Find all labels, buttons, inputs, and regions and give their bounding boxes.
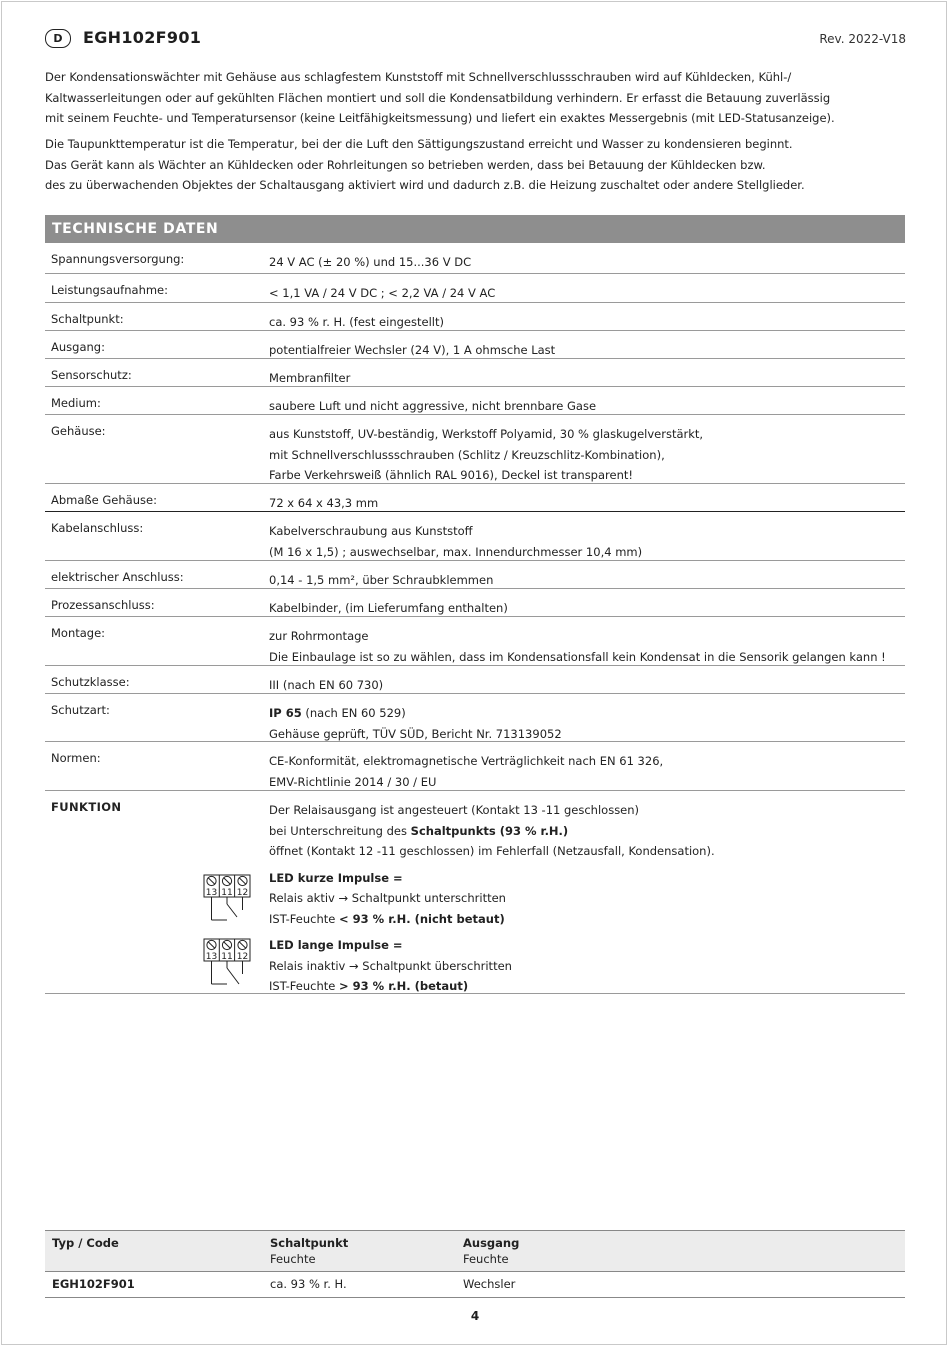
relay-active-terminal-diagram [203, 874, 251, 926]
terminal-label: 11 [221, 952, 233, 962]
spec-value [269, 598, 508, 619]
ip-standard: (nach EN 60 529) [301, 706, 406, 720]
intro-line: mit seinem Feuchte- und Temperatursensor (keine Leitfähigkeitsmessung) und liefert ein exaktes Messergebnis (mit LED-Statusanzeige). [45, 111, 835, 125]
spec-value [269, 703, 562, 744]
spec-row-power-supply [45, 243, 905, 274]
spec-value [269, 626, 886, 667]
switch-point-bold: Schaltpunkts (93 % r.H.) [410, 823, 569, 838]
spec-value [269, 521, 642, 562]
intro-paragraph-1 [45, 67, 905, 129]
spec-value [269, 493, 378, 514]
spec-label: Gehäuse: [51, 424, 106, 438]
led-short-title: LED kurze Impulse = [269, 870, 403, 885]
spec-value [269, 252, 471, 273]
language-badge: D [45, 29, 71, 48]
spec-value-line: 0,14 - 1,5 mm², über Schraubklemmen [269, 573, 494, 587]
spec-value-line: 72 x 64 x 43,3 mm [269, 496, 379, 510]
spec-value [269, 424, 703, 486]
cell-switch-point: ca. 93 % r. H. [270, 1277, 347, 1291]
intro-line: Der Kondensationswächter mit Gehäuse aus schlagfestem Kunststoff mit Schnellverschlussschrauben wird auf Kühldecken, Kühl-/ [45, 70, 792, 84]
spec-value-line: saubere Luft und nicht aggressive, nicht brennbare Gase [269, 399, 597, 413]
spec-label: Prozessanschluss: [51, 598, 155, 612]
spec-label: Kabelanschluss: [51, 521, 144, 535]
header-output: Ausgang [463, 1236, 520, 1250]
spec-row-housing-dimensions [45, 484, 905, 512]
spec-value-line: Membranfilter [269, 371, 351, 385]
spec-label: Sensorschutz: [51, 368, 132, 382]
spec-row-standards [45, 742, 905, 791]
document-header [45, 28, 906, 52]
spec-label: Leistungsaufnahme: [51, 283, 169, 297]
spec-row-sensor-protection [45, 359, 905, 387]
spec-value [269, 396, 596, 417]
function-line: öffnet (Kontakt 12 -11 geschlossen) im Fehlerfall (Netzausfall, Kondensation). [269, 844, 715, 858]
spec-value-line: Die Einbaulage ist so zu wählen, dass im Kondensationsfall kein Kondensat in die Sensorik gelangen kann ! [269, 649, 886, 664]
spec-row-electrical-connection [45, 561, 905, 589]
spec-label: Schutzart: [51, 703, 110, 717]
intro-line: Die Taupunkttemperatur ist die Temperatur, bei der die Luft den Sättigungszustand erreicht und Wasser zu kondensieren beginnt. [45, 137, 793, 151]
function-section [45, 791, 905, 994]
led-short-line: Relais aktiv → Schaltpunkt unterschritten [269, 891, 506, 905]
spec-label: Ausgang: [51, 340, 105, 354]
spec-value-line: zur Rohrmontage [269, 629, 369, 643]
terminal-label: 13 [205, 952, 218, 962]
spec-value-line: < 1,1 VA / 24 V DC ; < 2,2 VA / 24 V AC [269, 286, 496, 300]
terminal-label: 13 [205, 888, 218, 898]
terminal-label: 11 [221, 888, 233, 898]
spec-row-process-connection [45, 589, 905, 617]
function-label: FUNKTION [51, 800, 122, 814]
spec-value-line: mit Schnellverschlussschrauben (Schlitz / Kreuzschlitz-Kombination), [269, 447, 665, 462]
spec-value-line: ca. 93 % r. H. (fest eingestellt) [269, 315, 444, 329]
spec-row-switch-point [45, 303, 905, 331]
led-short-line: IST-Feuchte < 93 % r.H. (nicht betaut) [269, 911, 505, 926]
header-switch-point: Schaltpunkt [270, 1236, 349, 1250]
product-table-header [45, 1230, 905, 1272]
function-text: bei Unterschreitung des [269, 823, 411, 838]
spec-label: Abmaße Gehäuse: [51, 493, 157, 507]
model-title: EGH102F901 [83, 28, 202, 47]
intro-line: des zu überwachenden Objektes der Schaltausgang aktiviert wird und dadurch z.B. die Heizung zuschaltet oder andere Stellglieder. [45, 178, 805, 192]
header-output-sub: Feuchte [463, 1252, 509, 1266]
header-type-code: Typ / Code [52, 1236, 119, 1250]
spec-label: elektrischer Anschluss: [51, 570, 184, 584]
revision-label: Rev. 2022-V18 [819, 32, 906, 46]
relay-inactive-terminal-diagram [203, 938, 251, 990]
spec-row-ingress-protection [45, 694, 905, 742]
spec-label: Schaltpunkt: [51, 312, 124, 326]
spec-value [269, 312, 444, 333]
intro-line: Kaltwasserleitungen oder auf gekühlten Flächen montiert und soll die Kondensatbildung verhindern. Er erfasst die Betauung zuverlässig [45, 90, 831, 105]
spec-label: Schutzklasse: [51, 675, 130, 689]
terminal-label: 12 [236, 952, 249, 962]
spec-value [269, 340, 555, 361]
page-number: 4 [470, 1309, 480, 1323]
spec-value-line: aus Kunststoff, UV-beständig, Werkstoff Polyamid, 30 % glaskugelverstärkt, [269, 427, 704, 441]
spec-row-protection-class [45, 666, 905, 694]
spec-label: Spannungsversorgung: [51, 252, 185, 266]
section-title: TECHNISCHE DATEN [52, 221, 219, 237]
spec-value-line: Kabelbinder, (im Lieferumfang enthalten) [269, 601, 508, 615]
spec-value [269, 368, 350, 389]
led-long-title: LED lange Impulse = [269, 938, 403, 952]
spec-value-line: potentialfreier Wechsler (24 V), 1 A ohmsche Last [269, 343, 556, 357]
spec-label: Medium: [51, 396, 101, 410]
cell-output: Wechsler [463, 1277, 516, 1291]
spec-value-line: Farbe Verkehrsweiß (ähnlich RAL 9016), Deckel ist transparent! [269, 468, 633, 482]
spec-value-line: III (nach EN 60 730) [269, 678, 384, 692]
spec-value-line [269, 703, 562, 724]
cell-type-code: EGH102F901 [52, 1277, 135, 1291]
spec-value [269, 570, 493, 591]
function-description [269, 800, 715, 997]
ip-rating: IP 65 [269, 706, 302, 720]
spec-row-mounting [45, 617, 905, 666]
spec-label: Normen: [51, 751, 101, 765]
function-line: Der Relaisausgang ist angesteuert (Kontakt 13 -11 geschlossen) [269, 803, 640, 817]
spec-row-housing [45, 415, 905, 484]
spec-value-line: EMV-Richtlinie 2014 / 30 / EU [269, 774, 437, 789]
spec-label: Montage: [51, 626, 106, 640]
spec-row-medium [45, 387, 905, 415]
intro-line: Das Gerät kann als Wächter an Kühldecken oder Rohrleitungen so betrieben werden, dass bei Betauung der Kühldecken bzw. [45, 157, 766, 172]
terminal-label: 12 [236, 888, 249, 898]
spec-value [269, 675, 383, 696]
led-long-line: Relais inaktiv → Schaltpunkt überschritten [269, 958, 512, 973]
function-line [269, 821, 715, 842]
spec-value [269, 283, 495, 304]
spec-row-cable-connection [45, 512, 905, 561]
spec-value [269, 751, 663, 792]
spec-value-line: Gehäuse geprüft, TÜV SÜD, Bericht Nr. 713139052 [269, 726, 562, 741]
spec-value-line: CE-Konformität, elektromagnetische Verträglichkeit nach EN 61 326, [269, 754, 664, 768]
spec-value-line: Kabelverschraubung aus Kunststoff [269, 524, 473, 538]
spec-value-line: (M 16 x 1,5) ; auswechselbar, max. Innendurchmesser 10,4 mm) [269, 544, 643, 559]
spec-value-line: 24 V AC (± 20 %) und 15...36 V DC [269, 255, 472, 269]
intro-paragraph-2 [45, 134, 905, 196]
table-row [45, 1271, 905, 1298]
spec-row-power-consumption [45, 274, 905, 303]
header-switch-point-sub: Feuchte [270, 1252, 316, 1266]
led-long-line: IST-Feuchte > 93 % r.H. (betaut) [269, 979, 469, 993]
spec-row-output [45, 331, 905, 359]
section-header-technical-data [45, 215, 905, 243]
